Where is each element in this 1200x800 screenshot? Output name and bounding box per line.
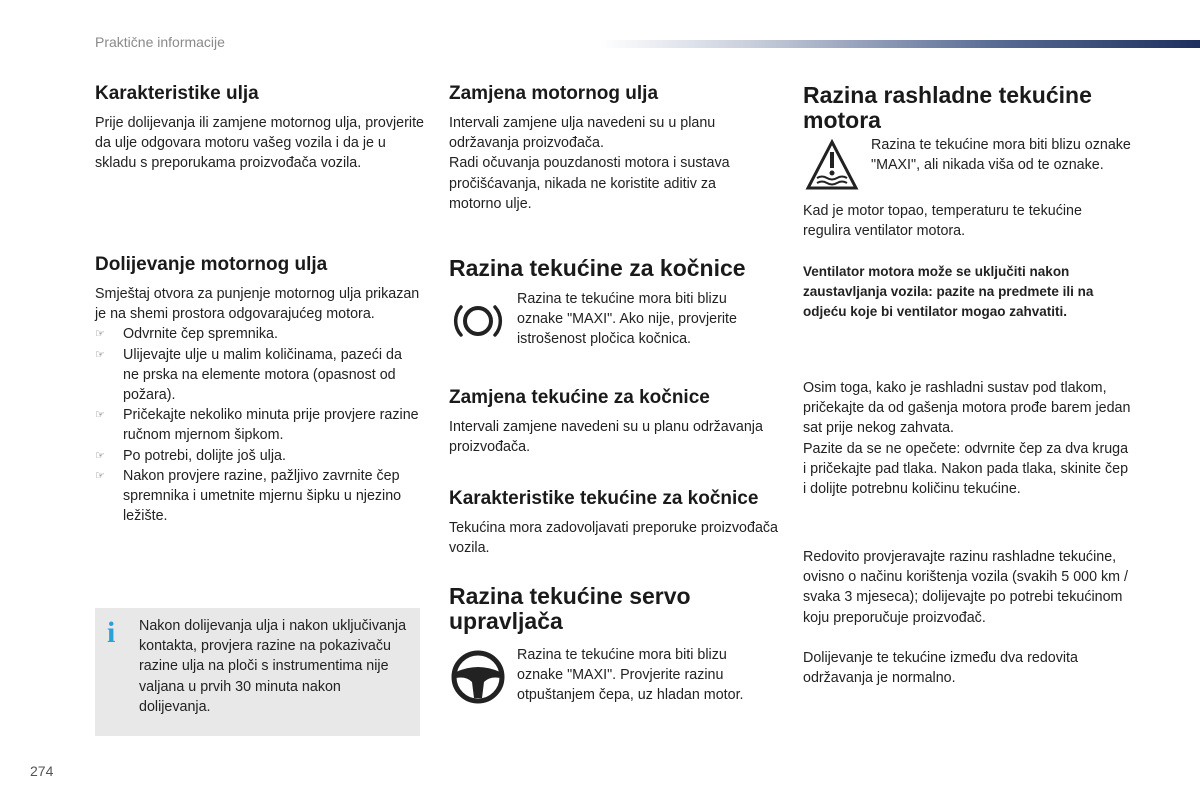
hand-pointer-icon: ☞ (95, 348, 105, 361)
section-power-steering-fluid (449, 584, 779, 634)
warning-text: Ventilator motora može se uključiti nakon zaustavljanja vozila: pazite na predmete ili na odjeću koje bi ventilator mogao zahvatiti. (803, 264, 1094, 320)
section-title: Razina rashladne tekućine motora (803, 82, 1092, 133)
running-header: Praktične informacije (95, 34, 225, 50)
section-title: Zamjena tekućine za kočnice (449, 387, 710, 408)
list-item: ☞ Pričekajte nekoliko minuta prije provjere razine ručnom mjernom šipkom. (95, 407, 419, 444)
list-item: ☞ Odvrnite čep spremnika. (95, 324, 420, 344)
page-number: 274 (30, 763, 54, 779)
paragraph: Pazite da se ne opečete: odvrnite čep za dva kruga i pričekajte pad tlaka. Nakon pada tlaka, skinite čep i dolijte potrebnu količinu tekućine. (803, 441, 1129, 498)
section-title: Razina tekućine za kočnice (449, 255, 746, 281)
paragraph: Prije dolijevanja ili zamjene motornog ulja, provjerite da ulje odgovara motoru vašeg vozila i da je u skladu s preporukama proizvođača vozila. (95, 115, 424, 172)
coolant-warning-icon (803, 138, 861, 196)
paragraph: Kad je motor topao, temperaturu te tekućine regulira ventilator motora. (803, 203, 1082, 240)
info-note-box (95, 608, 420, 736)
paragraph: Intervali zamjene navedeni su u planu održavanja proizvođača. (449, 419, 763, 456)
section-title: Razina tekućine servo upravljača (449, 583, 691, 634)
section-brake-fluid-level (449, 256, 779, 281)
hand-pointer-icon: ☞ (95, 449, 105, 462)
paragraph: Redovito provjeravajte razinu rashladne tekućine, ovisno o načinu korištenja vozila (svakih 5 000 km / svaka 3 mjeseca); dolijevajte po potrebi tekućinom koju preporučuje proizvođač. (803, 549, 1129, 626)
section-oil-characteristics (95, 83, 425, 174)
paragraph: Radi očuvanja pouzdanosti motora i sustava pročišćavanja, nikada ne koristite aditiv za motorno ulje. (449, 155, 730, 212)
section-brake-fluid-characteristics (449, 488, 784, 558)
brake-warning-icon (450, 296, 506, 346)
section-title: Karakteristike tekućine za kočnice (449, 488, 759, 509)
paragraph: Tekućina mora zadovoljavati preporuke proizvođača vozila. (449, 520, 779, 557)
hand-pointer-icon: ☞ (95, 409, 105, 422)
section-coolant-level (803, 83, 1133, 133)
paragraph: Smještaj otvora za punjenje motornog ulja prikazan je na shemi prostora odgovarajućeg motora. (95, 286, 420, 323)
steering-wheel-icon (450, 650, 506, 700)
list-item: ☞ Ulijevajte ulje u malim količinama, pazeći da ne prska na elemente motora (opasnost od požara). (95, 346, 402, 404)
section-brake-fluid-change (449, 387, 779, 457)
paragraph: Razina te tekućine mora biti blizu oznake "MAXI". Provjerite razinu otpuštanjem čepa, uz hladan motor. (517, 647, 744, 704)
steps-list (95, 324, 420, 526)
hand-pointer-icon: ☞ (95, 328, 105, 341)
section-title: Karakteristike ulja (95, 83, 259, 104)
header-bar (600, 40, 1200, 48)
section-oil-topup (95, 254, 420, 526)
paragraph: Intervali zamjene ulja navedeni su u planu održavanja proizvođača. (449, 115, 716, 152)
paragraph: Osim toga, kako je rashladni sustav pod tlakom, pričekajte da od gašenja motora prođe barem jedan sat prije nekog zahvata. (803, 380, 1131, 437)
list-item: ☞ Nakon provjere razine, pažljivo zavrnite čep spremnika i umetnite mjernu šipku u njezino ležište. (95, 467, 402, 525)
paragraph: Razina te tekućine mora biti blizu oznake "MAXI", ali nikada viša od te oznake. (871, 137, 1131, 174)
info-icon: i (107, 616, 116, 649)
section-title: Dolijevanje motornog ulja (95, 254, 328, 275)
list-item: ☞ Po potrebi, dolijte još ulja. (95, 446, 420, 466)
section-oil-change (449, 83, 769, 214)
paragraph: Dolijevanje te tekućine između dva redovita održavanja je normalno. (803, 650, 1078, 687)
paragraph: Razina te tekućine mora biti blizu oznake "MAXI". Ako nije, provjerite istrošenost pločica kočnica. (517, 291, 737, 348)
section-title: Zamjena motornog ulja (449, 83, 659, 104)
hand-pointer-icon: ☞ (95, 469, 105, 482)
info-note-text: Nakon dolijevanja ulja i nakon uključivanja kontakta, provjera razine na pokazivaču razine ulja na ploči s instrumentima nije valjana u prvih 30 minuta nakon dolijevanja. (139, 618, 407, 715)
